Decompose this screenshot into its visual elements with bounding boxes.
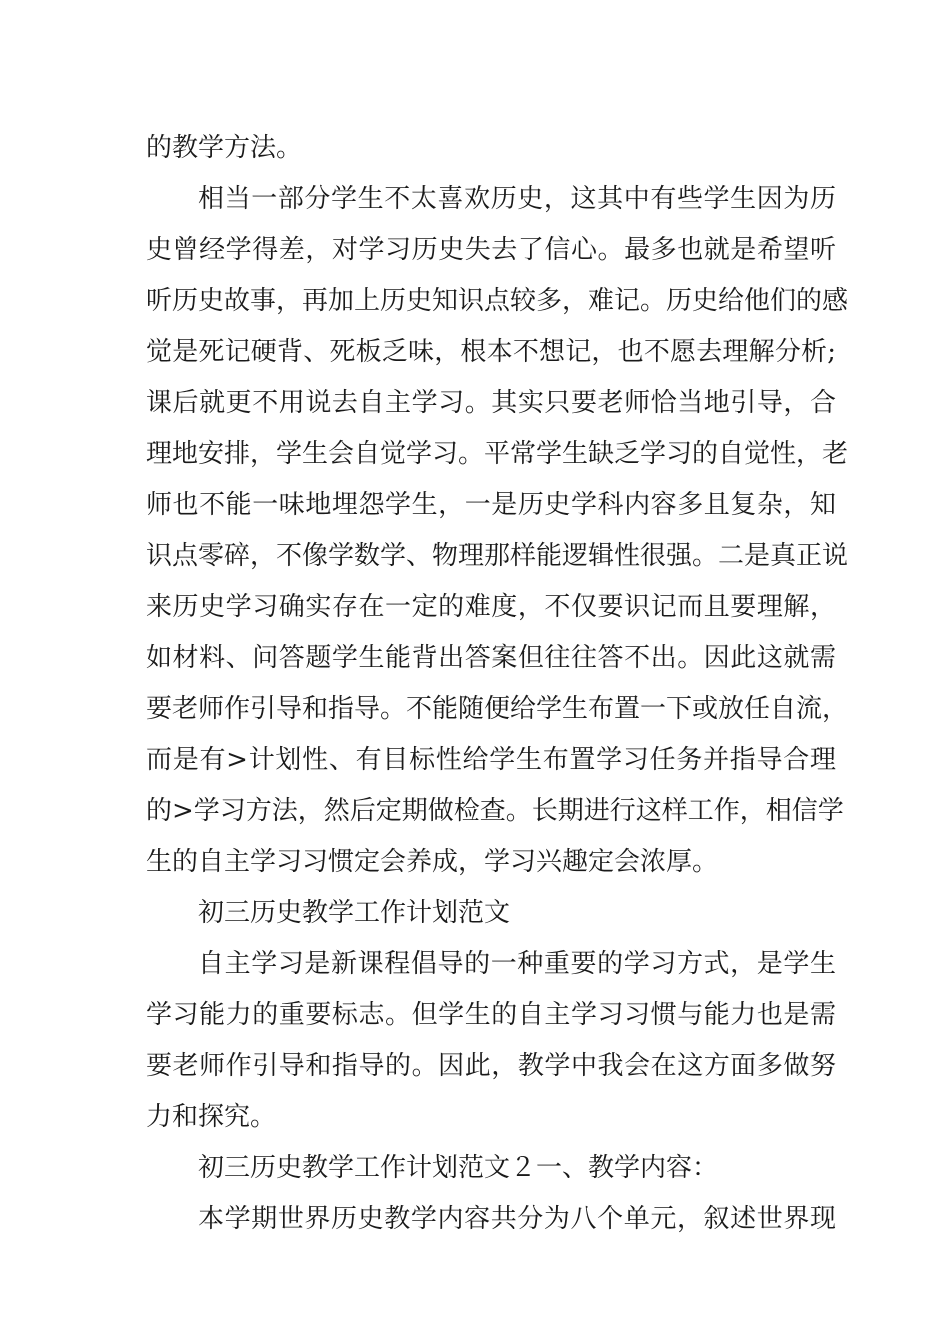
text-line: 力和探究。 <box>146 1102 277 1132</box>
text-line: 如材料、问答题学生能背出答案但往往答不出。因此这就需 <box>146 643 836 673</box>
text-line: 听历史故事，再加上历史知识点较多，难记。历史给他们的感 <box>146 286 849 316</box>
text-line: 要老师作引导和指导。不能随便给学生布置一下或放任自流， <box>146 694 849 724</box>
text-line: 识点零碎，不像学数学、物理那样能逻辑性很强。二是真正说 <box>146 541 849 571</box>
paragraph-first-line: 本学期世界历史教学内容共分为八个单元，叙述世界现 <box>198 1204 836 1234</box>
text-line: 要老师作引导和指导的。因此，教学中我会在这方面多做努 <box>146 1051 836 1081</box>
text-line: 觉是死记硬背、死板乏味，根本不想记，也不愿去理解分析; <box>146 337 836 367</box>
text-line: 生的自主学习习惯定会养成，学习兴趣定会浓厚。 <box>146 847 719 877</box>
section-heading: 初三历史教学工作计划范文 <box>198 898 511 928</box>
text-line: 师也不能一味地埋怨学生，一是历史学科内容多且复杂，知 <box>146 490 836 520</box>
text-line: 来历史学习确实存在一定的难度，不仅要识记而且要理解， <box>146 592 836 622</box>
text-line: 理地安排，学生会自觉学习。平常学生缺乏学习的自觉性，老 <box>146 439 849 469</box>
section-heading: 初三历史教学工作计划范文２一、教学内容： <box>198 1153 719 1183</box>
text-line: 的教学方法。 <box>146 133 303 163</box>
text-line: 学习能力的重要标志。但学生的自主学习习惯与能力也是需 <box>146 1000 836 1030</box>
paragraph-first-line: 自主学习是新课程倡导的一种重要的学习方式，是学生 <box>198 949 836 979</box>
text-line: 史曾经学得差，对学习历史失去了信心。最多也就是希望听 <box>146 235 836 265</box>
text-line: 课后就更不用说去自主学习。其实只要老师恰当地引导，合 <box>146 388 836 418</box>
text-line: 而是有>计划性、有目标性给学生布置学习任务并指导合理 <box>146 745 836 775</box>
text-line: 的>学习方法，然后定期做检查。长期进行这样工作，相信学 <box>146 796 844 826</box>
paragraph-first-line: 相当一部分学生不太喜欢历史，这其中有些学生因为历 <box>198 184 836 214</box>
